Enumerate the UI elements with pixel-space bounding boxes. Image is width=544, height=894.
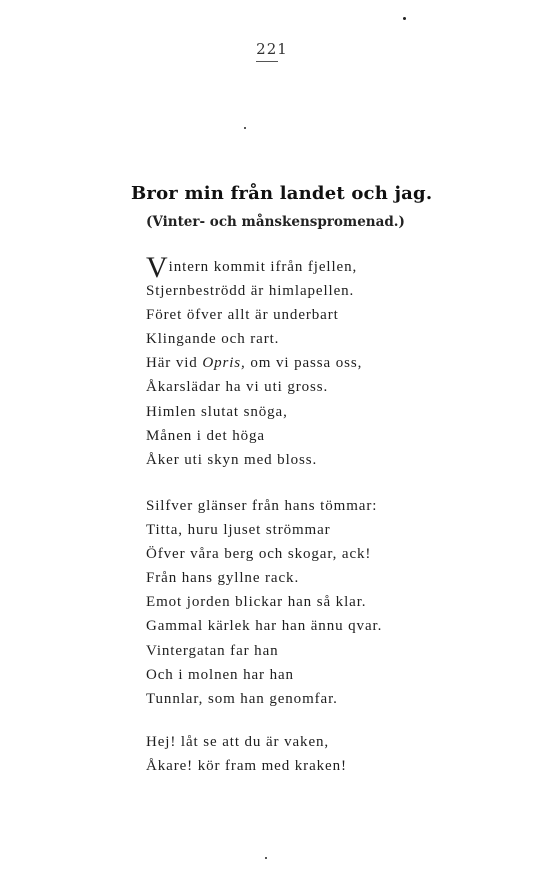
verse-line: Gammal kärlek har han ännu qvar. — [146, 618, 383, 635]
page-number: 221 — [256, 40, 288, 58]
verse-line: Silfver glänser från hans tömmar: — [146, 498, 378, 514]
verse-line: Åkarslädar ha vi uti gross. — [146, 379, 329, 396]
verse-line: Stjernbeströdd är himlapellen. — [146, 283, 355, 300]
place-name-italic: Opris, — [202, 355, 246, 372]
verse-line: Emot jorden blickar han så klar. — [146, 594, 367, 611]
verse-line: Himlen slutat snöga, — [146, 403, 288, 420]
poem-subtitle: (Vinter- och månskenspromenad.) — [146, 214, 405, 230]
verse-line: Från hans gyllne rack. — [146, 570, 300, 587]
drop-cap: V — [146, 251, 168, 284]
verse-line: Hej! låt se att du är vaken, — [146, 734, 330, 750]
verse-line: Vintergatan far han — [146, 642, 279, 659]
verse-line: Tunnlar, som han genomfar. — [146, 690, 338, 707]
poem-title: Bror min från landet och jag. — [131, 183, 433, 204]
ink-speck — [403, 17, 406, 20]
verse-line: Klingande och rart. — [146, 331, 280, 348]
verse-line: Här vid Opris, om vi passa oss, — [146, 355, 363, 372]
stanza-3 — [146, 730, 347, 778]
verse-line: Åkare! kör fram med kraken! — [146, 758, 347, 775]
verse-line: Titta, huru ljuset strömmar — [146, 522, 331, 539]
verse-line: Månen i det höga — [146, 427, 265, 444]
page-number-rule — [256, 61, 278, 62]
ink-speck — [265, 857, 267, 859]
stanza-1 — [146, 251, 363, 472]
stanza-2 — [146, 494, 382, 711]
verse-line: Åker uti skyn med bloss. — [146, 451, 318, 468]
verse-line: Öfver våra berg och skogar, ack! — [146, 546, 372, 563]
ink-speck — [244, 127, 246, 129]
verse-line: Vintern kommit ifrån fjellen, — [146, 251, 358, 284]
verse-line: Och i molnen har han — [146, 666, 294, 683]
verse-line: Föret öfver allt är underbart — [146, 307, 339, 324]
